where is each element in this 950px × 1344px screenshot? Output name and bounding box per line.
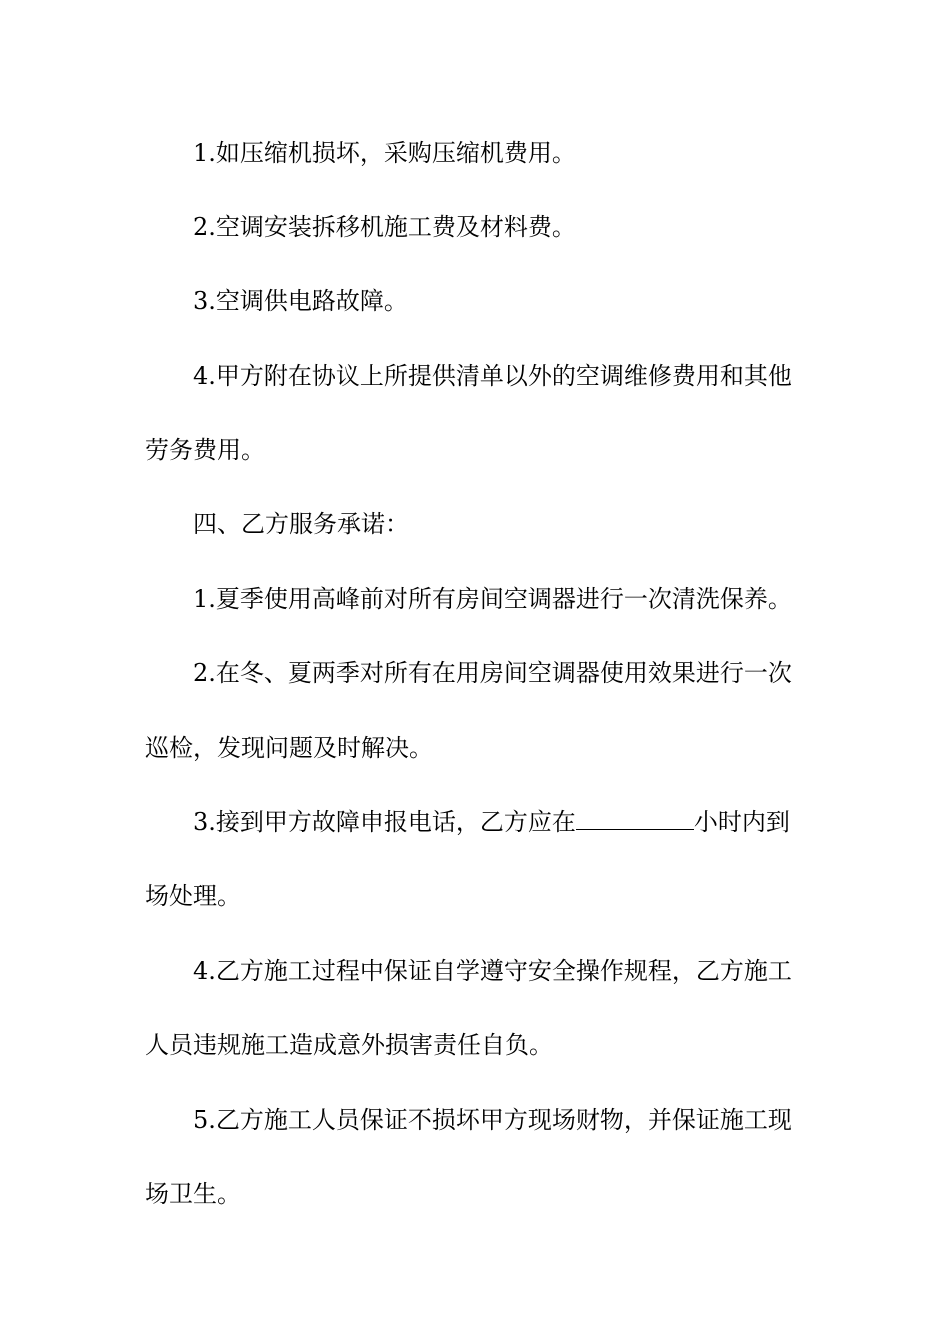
- paragraph-line: 1.如压缩机损坏，采购压缩机费用。: [193, 139, 576, 167]
- paragraph-line: 3.空调供电路故障。: [193, 287, 408, 315]
- paragraph-line: 人员违规施工造成意外损害责任自负。: [145, 1031, 553, 1059]
- paragraph-line: 5.乙方施工人员保证不损坏甲方现场财物，并保证施工现: [193, 1106, 792, 1134]
- paragraph-line-with-blank: [193, 807, 873, 837]
- paragraph-line: 2.空调安装拆移机施工费及材料费。: [193, 213, 576, 241]
- paragraph-line: 巡检，发现问题及时解决。: [145, 734, 433, 762]
- paragraph-line: 2.在冬、夏两季对所有在用房间空调器使用效果进行一次: [193, 659, 792, 687]
- section-heading: 四、乙方服务承诺：: [193, 510, 409, 538]
- paragraph-text: 小时内到: [693, 808, 790, 836]
- paragraph-line: 4.甲方附在协议上所提供清单以外的空调维修费用和其他: [193, 362, 792, 390]
- paragraph-line: 场处理。: [145, 882, 241, 910]
- fill-in-blank: [576, 807, 694, 830]
- paragraph-line: 劳务费用。: [145, 436, 265, 464]
- paragraph-line: 4.乙方施工过程中保证自学遵守安全操作规程，乙方施工: [193, 957, 792, 985]
- paragraph-line: 场卫生。: [145, 1180, 241, 1208]
- paragraph-line: 1.夏季使用高峰前对所有房间空调器进行一次清洗保养。: [193, 585, 792, 613]
- paragraph-text: 3.接到甲方故障申报电话，乙方应在: [193, 808, 576, 836]
